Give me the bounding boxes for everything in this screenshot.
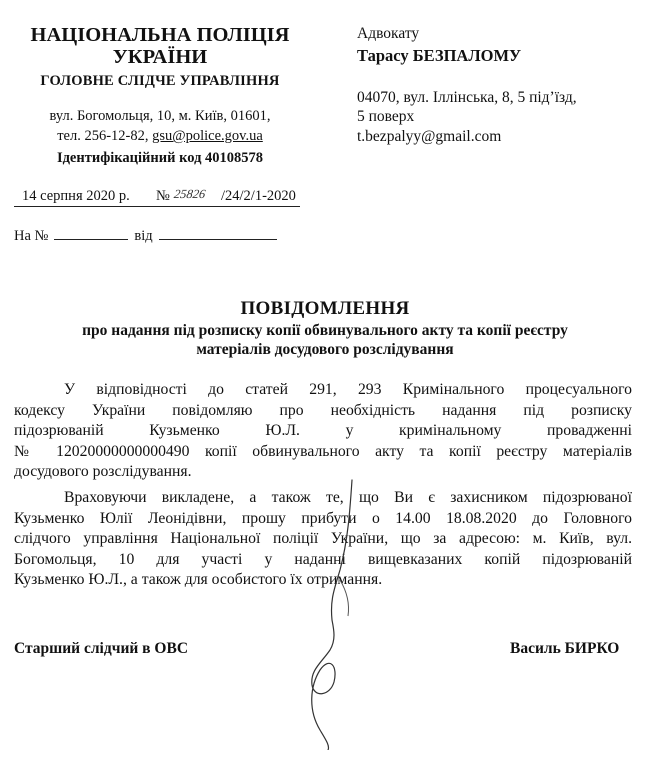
sender-phone: тел. 256-12-82, (57, 128, 153, 144)
recipient-email[interactable]: t.bezpalyy@gmail.com (357, 128, 502, 145)
reference-number-blank (54, 227, 128, 240)
body-line: Враховуючи викладене, а також те, що Ви є захисником підозрюваної (64, 489, 632, 506)
date-underline (14, 206, 300, 207)
sender-id-code: Ідентифікаційний код 40108578 (56, 150, 264, 166)
document-subtitle-line2: матеріалів досудового розслідування (196, 341, 454, 358)
document-subtitle-line1: про надання під розписку копії обвинувального акту та копії реєстру (82, 322, 568, 339)
recipient-role: Адвокату (357, 25, 420, 42)
org-name-line2: УКРАЇНИ (112, 46, 208, 68)
body-line: Богомольця, 10 для участі у наданні вищевказаних копій підозрюваній (14, 550, 632, 568)
body-paragraph-1 (14, 380, 632, 483)
org-name-line1: НАЦІОНАЛЬНА ПОЛІЦІЯ (30, 24, 290, 46)
number-label: № (156, 188, 170, 204)
handwritten-number: 25826 (173, 187, 207, 201)
outgoing-number: /24/2/1-2020 (221, 188, 296, 204)
signatory-name: Василь БИРКО (510, 640, 620, 657)
department-name: ГОЛОВНЕ СЛІДЧЕ УПРАВЛІННЯ (40, 73, 280, 89)
recipient-address-line1: 04070, вул. Іллінська, 8, 5 під’їзд, (357, 89, 577, 106)
recipient-name: Тарасу БЕЗПАЛОМУ (357, 46, 522, 65)
reference-line (14, 227, 277, 245)
reference-date-blank (159, 227, 277, 240)
document-title: ПОВІДОМЛЕННЯ (240, 298, 410, 319)
body-line: У відповідності до статей 291, 293 Кримінального процесуального (64, 381, 632, 398)
reference-number-label: На № (14, 228, 49, 244)
body-line: кодексу України повідомляю про необхідність надання під розписку (14, 401, 632, 419)
body-line: Кузьменко Ю.Л., а також для особистого їх отримання. (14, 571, 383, 588)
signatory-position: Старший слідчий в ОВС (14, 640, 189, 657)
outgoing-date: 14 серпня 2020 р. (22, 188, 130, 204)
body-line: підозрюваній Кузьменко Ю.Л. у кримінальному провадженні (14, 422, 632, 439)
body-line: № 12020000000000490 копії обвинувального акту та копії реєстру матеріалів (14, 442, 632, 460)
sender-contacts (10, 128, 310, 145)
reference-date-label: від (134, 228, 153, 244)
body-line: слідчого управління Національної поліції України, що за адресою: м. Київ, вул. (14, 530, 632, 547)
body-line: Кузьменко Юлії Леонідівни, прошу прибути о 14.00 18.08.2020 до Головного (14, 509, 632, 527)
handwritten-signature (290, 470, 380, 750)
sender-email-link[interactable]: gsu@police.gov.ua (152, 128, 263, 144)
sender-address: вул. Богомольця, 10, м. Київ, 01601, (49, 108, 271, 124)
recipient-address-line2: 5 поверх (357, 108, 415, 125)
body-line: досудового розслідування. (14, 463, 192, 480)
